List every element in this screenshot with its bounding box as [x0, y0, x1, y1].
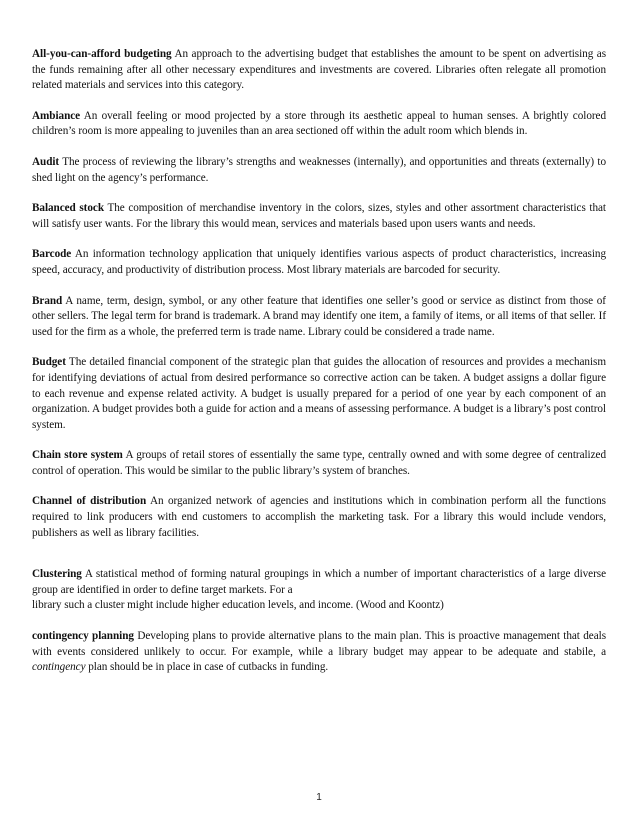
entry-term: Budget — [32, 356, 66, 369]
entry-term: Ambiance — [32, 109, 81, 122]
glossary-entry-audit — [32, 155, 606, 186]
glossary-entry-balanced-stock — [32, 201, 606, 232]
entry-term: Barcode — [32, 248, 72, 261]
entry-definition: A statistical method of forming natural groupings in which a number of important characteristics of a large diverse group are identified in order to define target markets. For a — [32, 568, 606, 596]
glossary-entry-channel-of-distribution — [32, 494, 606, 541]
glossary-entry-chain-store-system — [32, 448, 606, 479]
glossary-entry-budget — [32, 355, 606, 433]
glossary-entry-contingency-planning — [32, 629, 606, 676]
entry-continuation: library such a cluster might include higher education levels, and income. (Wood and Koontz) — [32, 599, 444, 612]
glossary-entry-brand — [32, 294, 606, 341]
glossary-entry-barcode — [32, 247, 606, 278]
entry-definition: An organized network of agencies and institutions which in combination perform all the functions required to link producers with end customers to accomplish the marketing task. For a library this would include vendors, publishers as well as library facilities. — [32, 495, 606, 539]
entry-definition: An approach to the advertising budget that establishes the amount to be spent on advertising as the funds remaining after all other necessary expenditures and investments are covered. Libraries often relegate all promotion related materials and services into this category. — [32, 48, 606, 92]
glossary-entry-ambiance — [32, 109, 606, 140]
entry-term: Channel of distribution — [32, 495, 147, 508]
entry-term: Balanced stock — [32, 202, 104, 215]
entry-definition: A groups of retail stores of essentially the same type, centrally owned and with some degree of centralized control of operation. This would be similar to the public library’s system of branches. — [32, 449, 606, 477]
entry-term: Audit — [32, 155, 60, 168]
glossary-entry-all-you-can-afford — [32, 47, 606, 94]
entry-term: Chain store system — [32, 449, 123, 462]
entry-definition: An information technology application that uniquely identifies various aspects of product characteristics, increasing speed, accuracy, and productivity of distribution process. Most library materials are barcoded for security. — [32, 248, 606, 276]
entry-term: All-you-can-afford budgeting — [32, 48, 172, 60]
entry-definition: The process of reviewing the library’s strengths and weaknesses (internally), and opportunities and threats (externally) to shed light on the agency’s performance. — [32, 155, 606, 184]
entry-term: contingency planning — [32, 630, 134, 643]
page-number: 1 — [316, 792, 322, 803]
entry-term: Clustering — [32, 568, 82, 581]
entry-definition: The composition of merchandise inventory in the colors, sizes, styles and other assortment characteristics that will satisfy user wants. For the library this would mean, services and materials based upon users wants and needs. — [32, 202, 606, 230]
entry-term: Brand — [32, 294, 63, 307]
entry-definition: Developing plans to provide alternative plans to the main plan. This is proactive management that deals with events considered unlikely to occur. For example, while a library budget may appear to be adequate and stabile, a — [32, 630, 606, 658]
entry-definition: An overall feeling or mood projected by a store through its aesthetic appeal to human senses. A brightly colored children’s room is more appealing to juveniles than an area sectioned off within the adult room which blends in. — [32, 109, 606, 138]
entry-definition: A name, term, design, symbol, or any other feature that identifies one seller’s good or service as distinct from those of other sellers. The legal term for brand is trademark. A brand may identify one item, a family of items, or all items of that seller. If used for the firm as a whole, the preferred term is trade name. Library could be considered a trade name. — [32, 294, 606, 338]
entry-emphasis: contingency — [32, 661, 86, 674]
entry-definition: The detailed financial component of the strategic plan that guides the allocation of resources and provides a mechanism for identifying deviations of actual from desired performance so corrective action can be taken. A budget assigns a dollar figure to each revenue and expense related activity. A budget is usually prepared for a period of one year by each component of an organization. A budget provides both a guide for action and a means of assessing performance. A budget is a library’s post control system. — [32, 356, 606, 431]
entry-definition-end: plan should be in place in case of cutbacks in funding. — [85, 661, 329, 674]
glossary-entry-clustering — [32, 567, 606, 614]
